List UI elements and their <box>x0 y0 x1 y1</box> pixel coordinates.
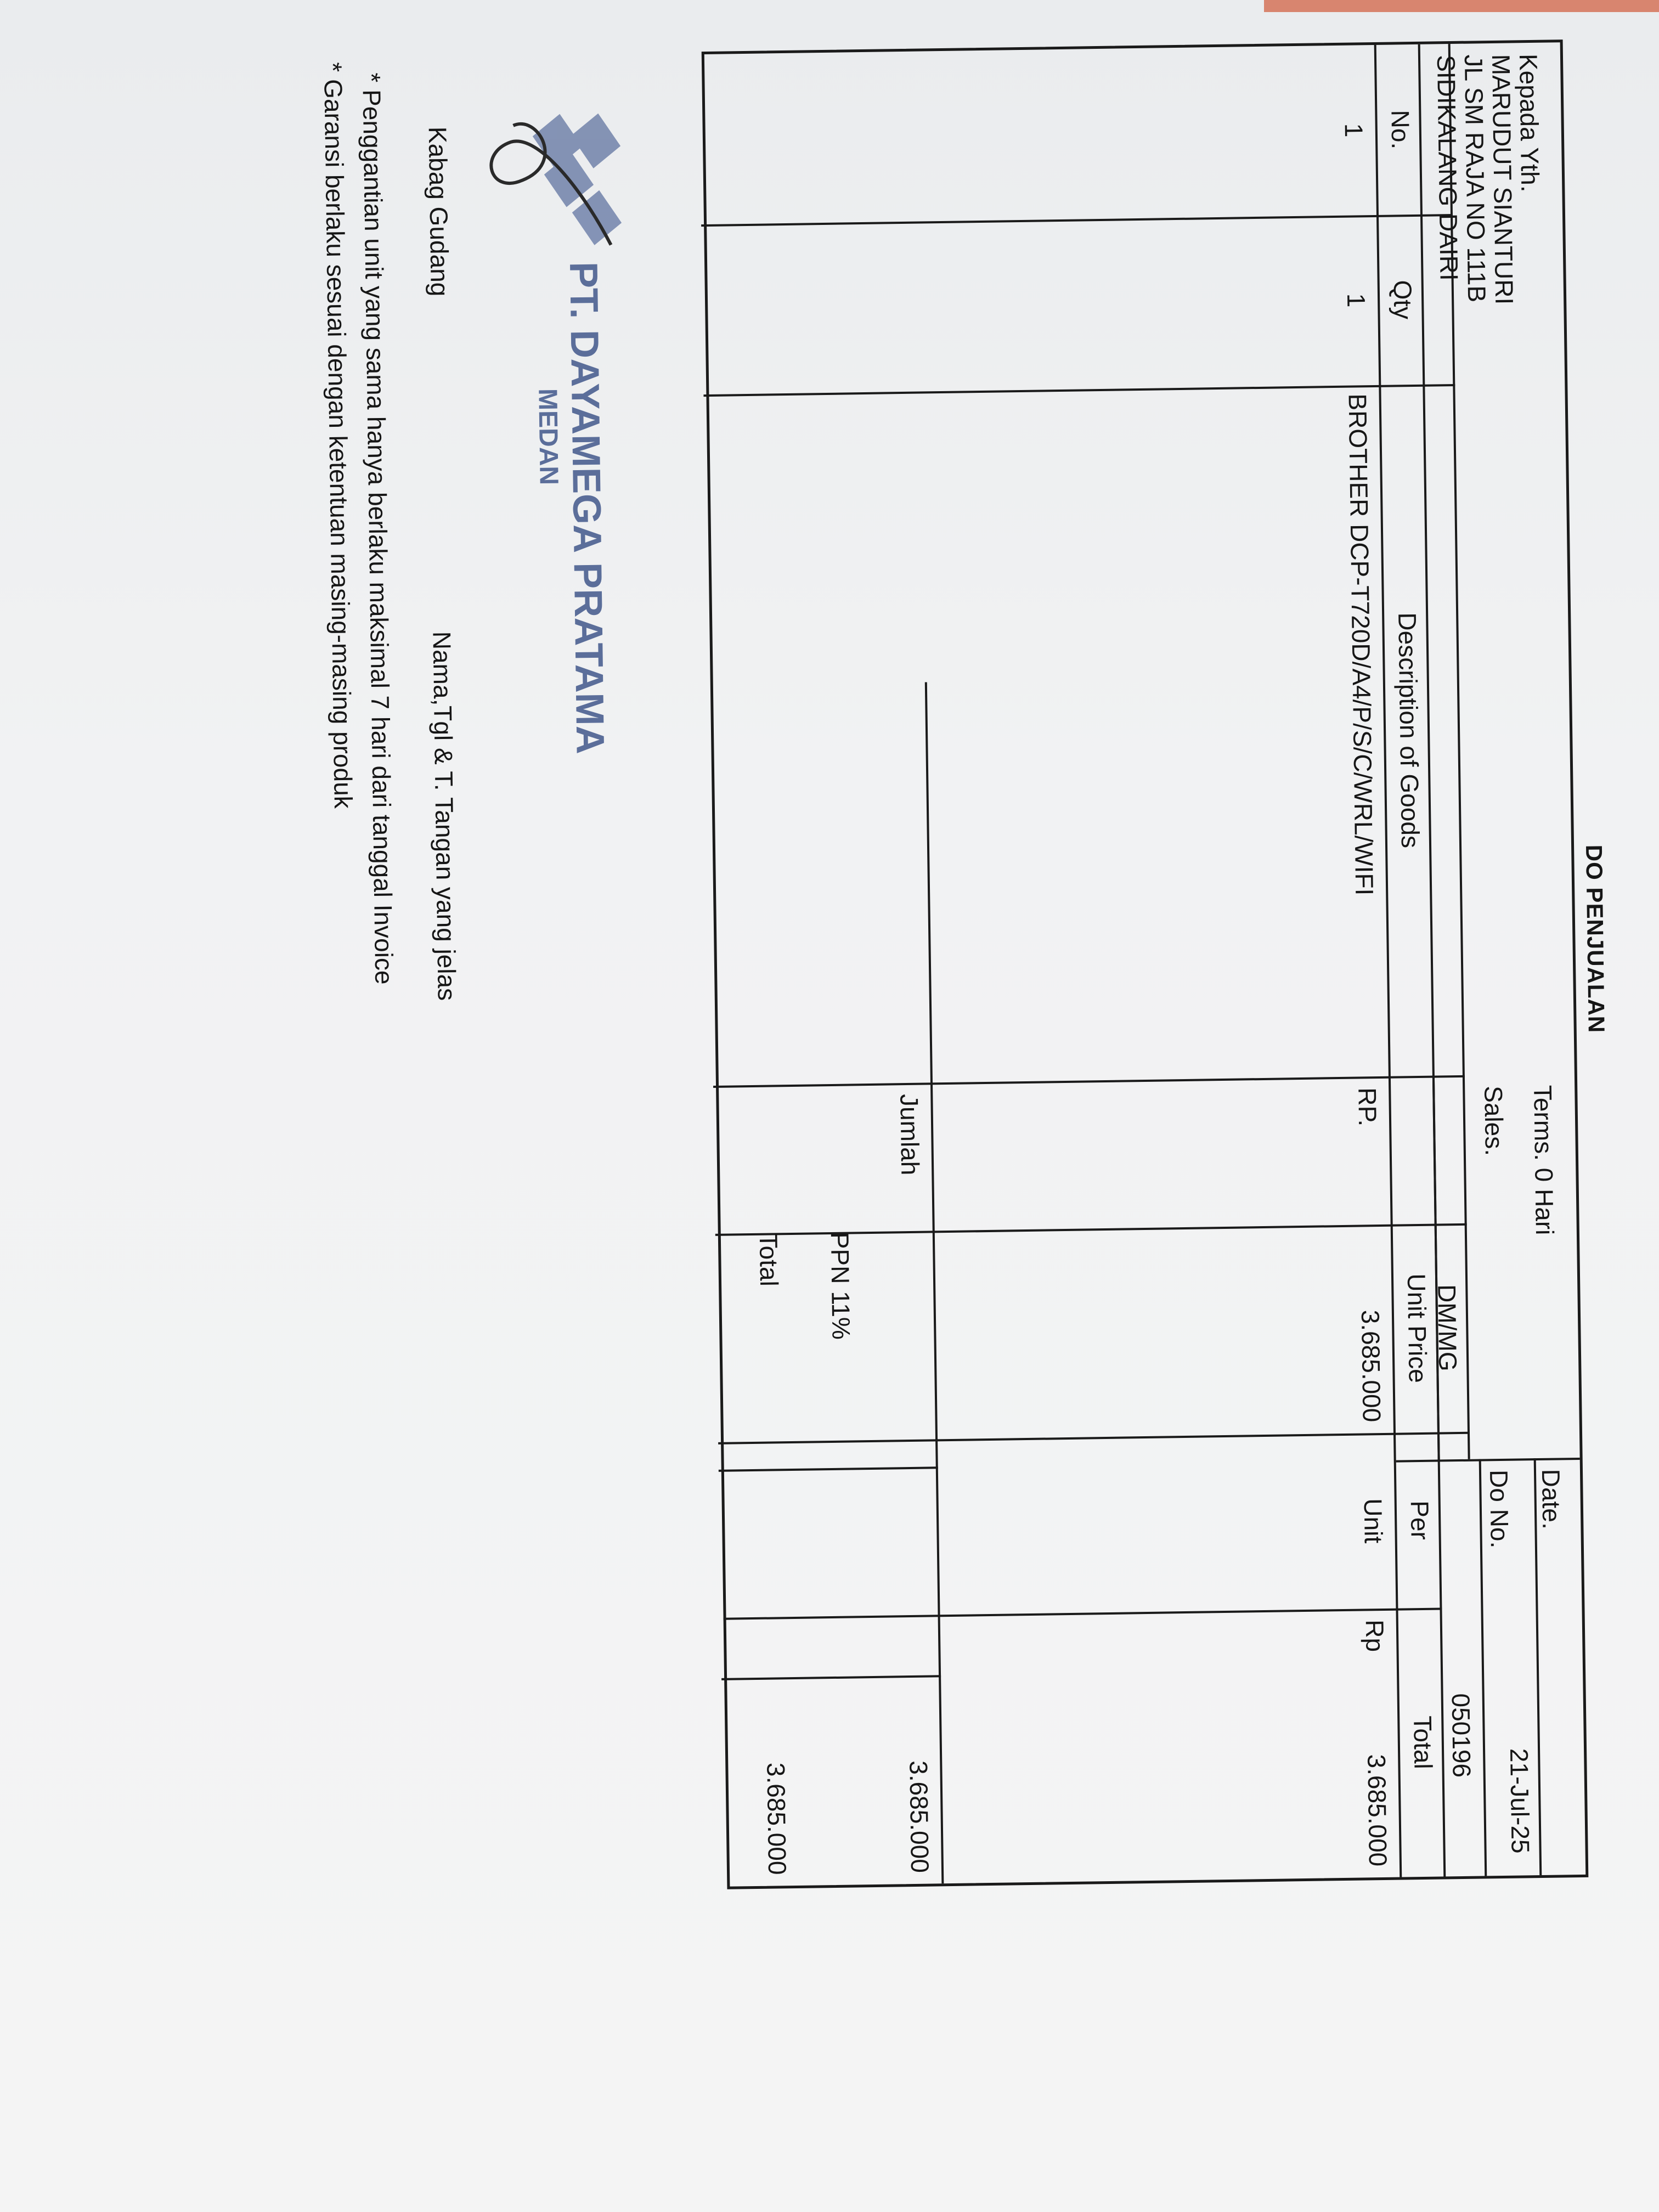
company-stamp <box>455 102 640 763</box>
customer-address-line2: SIDIKALANG DAIRI <box>1431 54 1464 281</box>
customer-name: MARUDUT SIANTURI <box>1486 54 1519 305</box>
stamp-company-name: PT. DAYAMEGA PRATAMA <box>561 261 612 755</box>
recipient-label: Kepada Yth. <box>1514 53 1545 193</box>
subtotal-value: 3.685.000 <box>904 1760 935 1874</box>
delivery-order-form <box>138 0 1659 1996</box>
table-divider <box>701 214 1453 227</box>
tax-value <box>859 1676 861 1874</box>
column-header-unit-price: Unit Price <box>1402 1273 1432 1384</box>
item-number: 1 <box>1339 123 1368 138</box>
column-header-description: Description of Goods <box>1393 612 1425 849</box>
subtotal-label: Jumlah <box>895 1093 925 1176</box>
signature-label-receiver: Nama,Tgl & T. Tangan yang jelas <box>427 631 461 1001</box>
item-currency: RP. <box>1353 1087 1383 1127</box>
order-table <box>702 40 1589 1889</box>
column-header-no: No. <box>1386 110 1415 150</box>
table-divider <box>724 1608 1442 1620</box>
item-description: BROTHER DCP-T720D/A4/P/S/C/WRL/WIFI <box>1343 393 1379 896</box>
terms-text: Terms. 0 Hari <box>1528 1085 1559 1235</box>
item-quantity: 1 <box>1341 293 1371 308</box>
item-total-currency: Rp <box>1360 1619 1390 1652</box>
sales-label: Sales. <box>1479 1085 1509 1156</box>
do-number-label: Do No. <box>1484 1469 1514 1549</box>
column-header-qty: Qty <box>1388 280 1418 320</box>
table-divider <box>718 1432 1470 1444</box>
signature-label-warehouse: Kabag Gudang <box>423 126 454 297</box>
sales-value: DM/MG <box>1432 1284 1463 1372</box>
date-label: Date. <box>1536 1469 1566 1530</box>
do-number-value: 050196 <box>1446 1693 1476 1778</box>
column-header-total: Total <box>1408 1716 1438 1769</box>
item-unit: Unit <box>1358 1498 1388 1544</box>
item-total: 3.685.000 <box>1362 1754 1393 1867</box>
company-logo-icon <box>532 113 622 246</box>
table-divider <box>703 384 1455 397</box>
grand-total-label: Total <box>754 1233 784 1287</box>
column-header-per: Per <box>1405 1500 1435 1541</box>
item-unit-price: 3.685.000 <box>1356 1310 1386 1423</box>
date-value: 21-Jul-25 <box>1505 1748 1535 1854</box>
tax-label: PPN 11% <box>825 1232 856 1340</box>
note-line-2: * Garansi berlaku sesuai dengan ketentuan masing-masing produk <box>318 62 358 809</box>
table-divider <box>713 1075 1465 1088</box>
table-divider <box>719 1466 938 1472</box>
customer-address-line1: JL SM RAJA NO 111B <box>1459 54 1492 303</box>
stamp-city: MEDAN <box>533 388 563 486</box>
grand-total-value: 3.685.000 <box>761 1762 792 1875</box>
note-line-1: * Penggantian unit yang sama hanya berlaku maksimal 7 hari dari tanggal Invoice <box>357 72 399 985</box>
document-title: DO PENJUALAN <box>1581 844 1610 1034</box>
